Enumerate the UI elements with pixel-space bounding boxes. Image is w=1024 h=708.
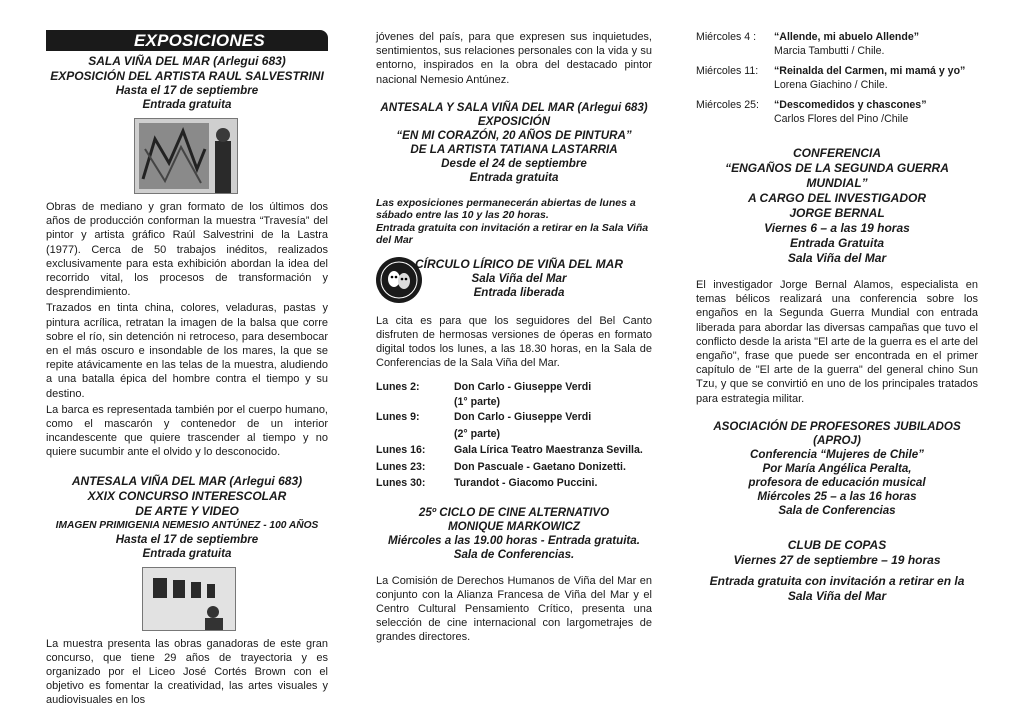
schedule-row: Lunes 16: Gala Lírica Teatro Maestranza Sevilla. bbox=[376, 444, 643, 457]
conf-time: Viernes 6 – a las 19 horas bbox=[764, 221, 910, 235]
film-list bbox=[696, 30, 978, 126]
invitation-notice: Entrada gratuita con invitación a retirar en la Sala Viña del Mar bbox=[376, 221, 649, 247]
ex1-title: EXPOSICIÓN DEL ARTISTA RAUL SALVESTRINI bbox=[50, 69, 324, 83]
ex2-entry: Entrada gratuita bbox=[142, 546, 232, 560]
ex1-entry: Entrada gratuita bbox=[142, 98, 232, 111]
film-director: Carlos Flores del Pino /Chile bbox=[774, 113, 909, 125]
ex2-paragraph-continued: jóvenes del país, para que expresen sus inquietudes, sentimientos, sus relaciones personales con la vida y su entorno, inspirados en la obra del destacado pintor nacional Nemesio Antúnez. bbox=[376, 31, 652, 86]
schedule-row: Lunes 23: Don Pascuale - Gaetano Donizetti. bbox=[376, 460, 626, 473]
aproj-role: profesora de educación musical bbox=[748, 475, 926, 489]
ex3-artist: DE LA ARTISTA TATIANA LASTARRIA bbox=[410, 142, 618, 156]
cine-time: Miércoles a las 19.00 horas - Entrada gratuita. bbox=[388, 533, 640, 547]
ex1-paragraph-2: Trazados en tinta china, colores, veladuras, pastas y pintura acrílica, retratan la imagen de la balsa que corre sobre el río, sin detención ni retroceso, para desembocar en el más oscuro e insondable de los mares, la que se repite atávicamente en las telas de la muestra, aludiendo a una batalla épica del hombre contra el tiempo y su destino. bbox=[46, 302, 328, 400]
conf-speaker: JORGE BERNAL bbox=[789, 206, 885, 220]
aproj-title-2: (APROJ) bbox=[813, 433, 861, 447]
ex2-venue: ANTESALA VIÑA DEL MAR (Arlegui 683) bbox=[71, 473, 303, 488]
circulo-lirico-logo bbox=[376, 257, 422, 303]
conf-title-1: “ENGAÑOS DE LA SEGUNDA GUERRA bbox=[725, 161, 949, 175]
conf-by: A CARGO DEL INVESTIGADOR bbox=[747, 191, 926, 205]
ex2-title-1: XXIX CONCURSO INTERESCOLAR bbox=[87, 488, 287, 503]
column-2 bbox=[376, 30, 652, 645]
ex2-title-2: DE ARTE Y VIDEO bbox=[135, 503, 239, 518]
ex3-title: “EN MI CORAZÓN, 20 AÑOS DE PINTURA” bbox=[396, 128, 632, 142]
ex1-venue: SALA VIÑA DEL MAR (Arlegui 683) bbox=[88, 54, 286, 68]
aproj-venue: Sala de Conferencias bbox=[778, 503, 896, 517]
column-3 bbox=[696, 30, 978, 604]
film-row: Miércoles 4 : “Allende, mi abuelo Allende” bbox=[696, 31, 920, 43]
concurso-photo bbox=[142, 567, 236, 631]
ex2-paragraph-1: La muestra presenta las obras ganadoras de este gran concurso, que tiene 29 años de trayectoria y es organizado por el Liceo José Cortés Brown con el objetivo es fomentar la creatividad, las artes visuales y audiovisuales en los bbox=[46, 637, 328, 707]
ex3-venue: ANTESALA Y SALA VIÑA DEL MAR (Arlegui 683) bbox=[380, 100, 648, 114]
film-row: Miércoles 25: “Descomedidos y chascones” bbox=[696, 99, 927, 111]
ex1-paragraph-3: La barca es representada también por el cuerpo humano, como el mascarón y contenedor de un interior incandescente que quiere trascender al tiempo y no quiere sucumbir ante el olvido y lo desconocido. bbox=[46, 403, 328, 459]
ex3-dates: Desde el 24 de septiembre bbox=[441, 156, 587, 170]
column-1 bbox=[46, 30, 328, 708]
conf-entry: Entrada Gratuita bbox=[789, 236, 885, 250]
circulo-title: CÍRCULO LÍRICO DE VIÑA DEL MAR bbox=[414, 256, 623, 271]
film-director: Marcia Tambutti / Chile. bbox=[774, 45, 885, 57]
cine-title-2: MONIQUE MARKOWICZ bbox=[447, 519, 581, 533]
club-time: Viernes 27 de septiembre – 19 horas bbox=[733, 552, 941, 567]
cine-title-1: 25º CICLO DE CINE ALTERNATIVO bbox=[418, 505, 610, 519]
cine-venue: Sala de Conferencias. bbox=[453, 547, 575, 561]
salvestrini-photo bbox=[134, 118, 238, 194]
conf-label: CONFERENCIA bbox=[792, 146, 881, 160]
ex1-dates: Hasta el 17 de septiembre bbox=[115, 84, 259, 97]
aproj-speaker: Por María Angélica Peralta, bbox=[762, 461, 912, 475]
cine-paragraph: La Comisión de Derechos Humanos de Viña del Mar en conjunto con la Alianza Francesa de Viña del Mar y el Centro Cultural Pensamiento Crítico, presenta una selección de cine internacional con largometrajes de grandes directores. bbox=[376, 574, 652, 644]
club-entry-1: Entrada gratuita con invitación a retirar en la bbox=[709, 573, 965, 588]
ex3-label: EXPOSICIÓN bbox=[477, 114, 551, 128]
hours-notice: Las exposiciones permanecerán abiertas de lunes a sábado entre las 10 y las 20 horas. bbox=[376, 196, 636, 222]
conf-paragraph: El investigador Jorge Bernal Alamos, especialista en temas bélicos realizará una conferencia sobre los engaños en la Segunda Guerra Mundial con entrada liberada para abordar las diversas campañas que tuvo el conflicto desde la arista "El arte de la guerra es el arte del engaño", frase que puede ser encontrada en el primer capítulo de "El arte de la guerra" del general chino Sun Tzu, y que se convirtió en uno de los principales tratados para estrategia militar. bbox=[696, 279, 978, 405]
aproj-title-1: ASOCIACIÓN DE PROFESORES JUBILADOS bbox=[713, 419, 961, 433]
section-heading-exposiciones: EXPOSICIONES bbox=[46, 30, 328, 51]
ex3-entry: Entrada gratuita bbox=[469, 170, 559, 184]
circulo-paragraph: La cita es para que los seguidores del Bel Canto disfruten de hermosas versiones de óperas en formato digital todos los lunes, a las 18.30 horas, en la Sala de Conferencias de la Sala Viña del Mar. bbox=[376, 314, 652, 370]
schedule-row: Lunes 30: Turandot - Giacomo Puccini. bbox=[376, 477, 598, 490]
film-row: Miércoles 11: “Reinalda del Carmen, mi mamá y yo” bbox=[696, 65, 966, 77]
circulo-venue: Sala Viña del Mar bbox=[471, 271, 567, 285]
ex2-dates: Hasta el 17 de septiembre bbox=[115, 532, 259, 546]
schedule-row: (1° parte) bbox=[454, 396, 501, 409]
conf-venue: Sala Viña del Mar bbox=[787, 251, 887, 265]
club-title: CLUB DE COPAS bbox=[787, 537, 887, 552]
film-director: Lorena Giachino / Chile. bbox=[774, 79, 888, 91]
ex2-subtitle: IMAGEN PRIMIGENIA NEMESIO ANTÚNEZ - 100 AÑOS bbox=[55, 519, 319, 531]
opera-schedule bbox=[376, 379, 652, 492]
aproj-time: Miércoles 25 – a las 16 horas bbox=[757, 489, 917, 503]
circulo-entry: Entrada liberada bbox=[473, 285, 565, 299]
aproj-conference: Conferencia “Mujeres de Chile” bbox=[750, 447, 924, 461]
club-entry-2: Sala Viña del Mar bbox=[787, 588, 887, 603]
circulo-header bbox=[376, 257, 652, 300]
schedule-row: (2° parte) bbox=[454, 427, 501, 440]
schedule-row: Lunes 2: Don Carlo - Giuseppe Verdi bbox=[376, 380, 592, 393]
ex1-paragraph-1: Obras de mediano y gran formato de los últimos dos años de producción conforman la muestra “Travesía” del pintor y artista gráfico Raúl Salvestrini de la Lastra (1977). Cerca de 50 trabajos inéditos, realizados exclusivamente para esta exhibición abordan la idea del recorrido vital, los procesos de transformación y desprendimiento. bbox=[46, 201, 328, 299]
conf-title-2: MUNDIAL” bbox=[806, 176, 868, 190]
schedule-row: Lunes 9: Don Carlo - Giuseppe Verdi bbox=[376, 411, 592, 424]
